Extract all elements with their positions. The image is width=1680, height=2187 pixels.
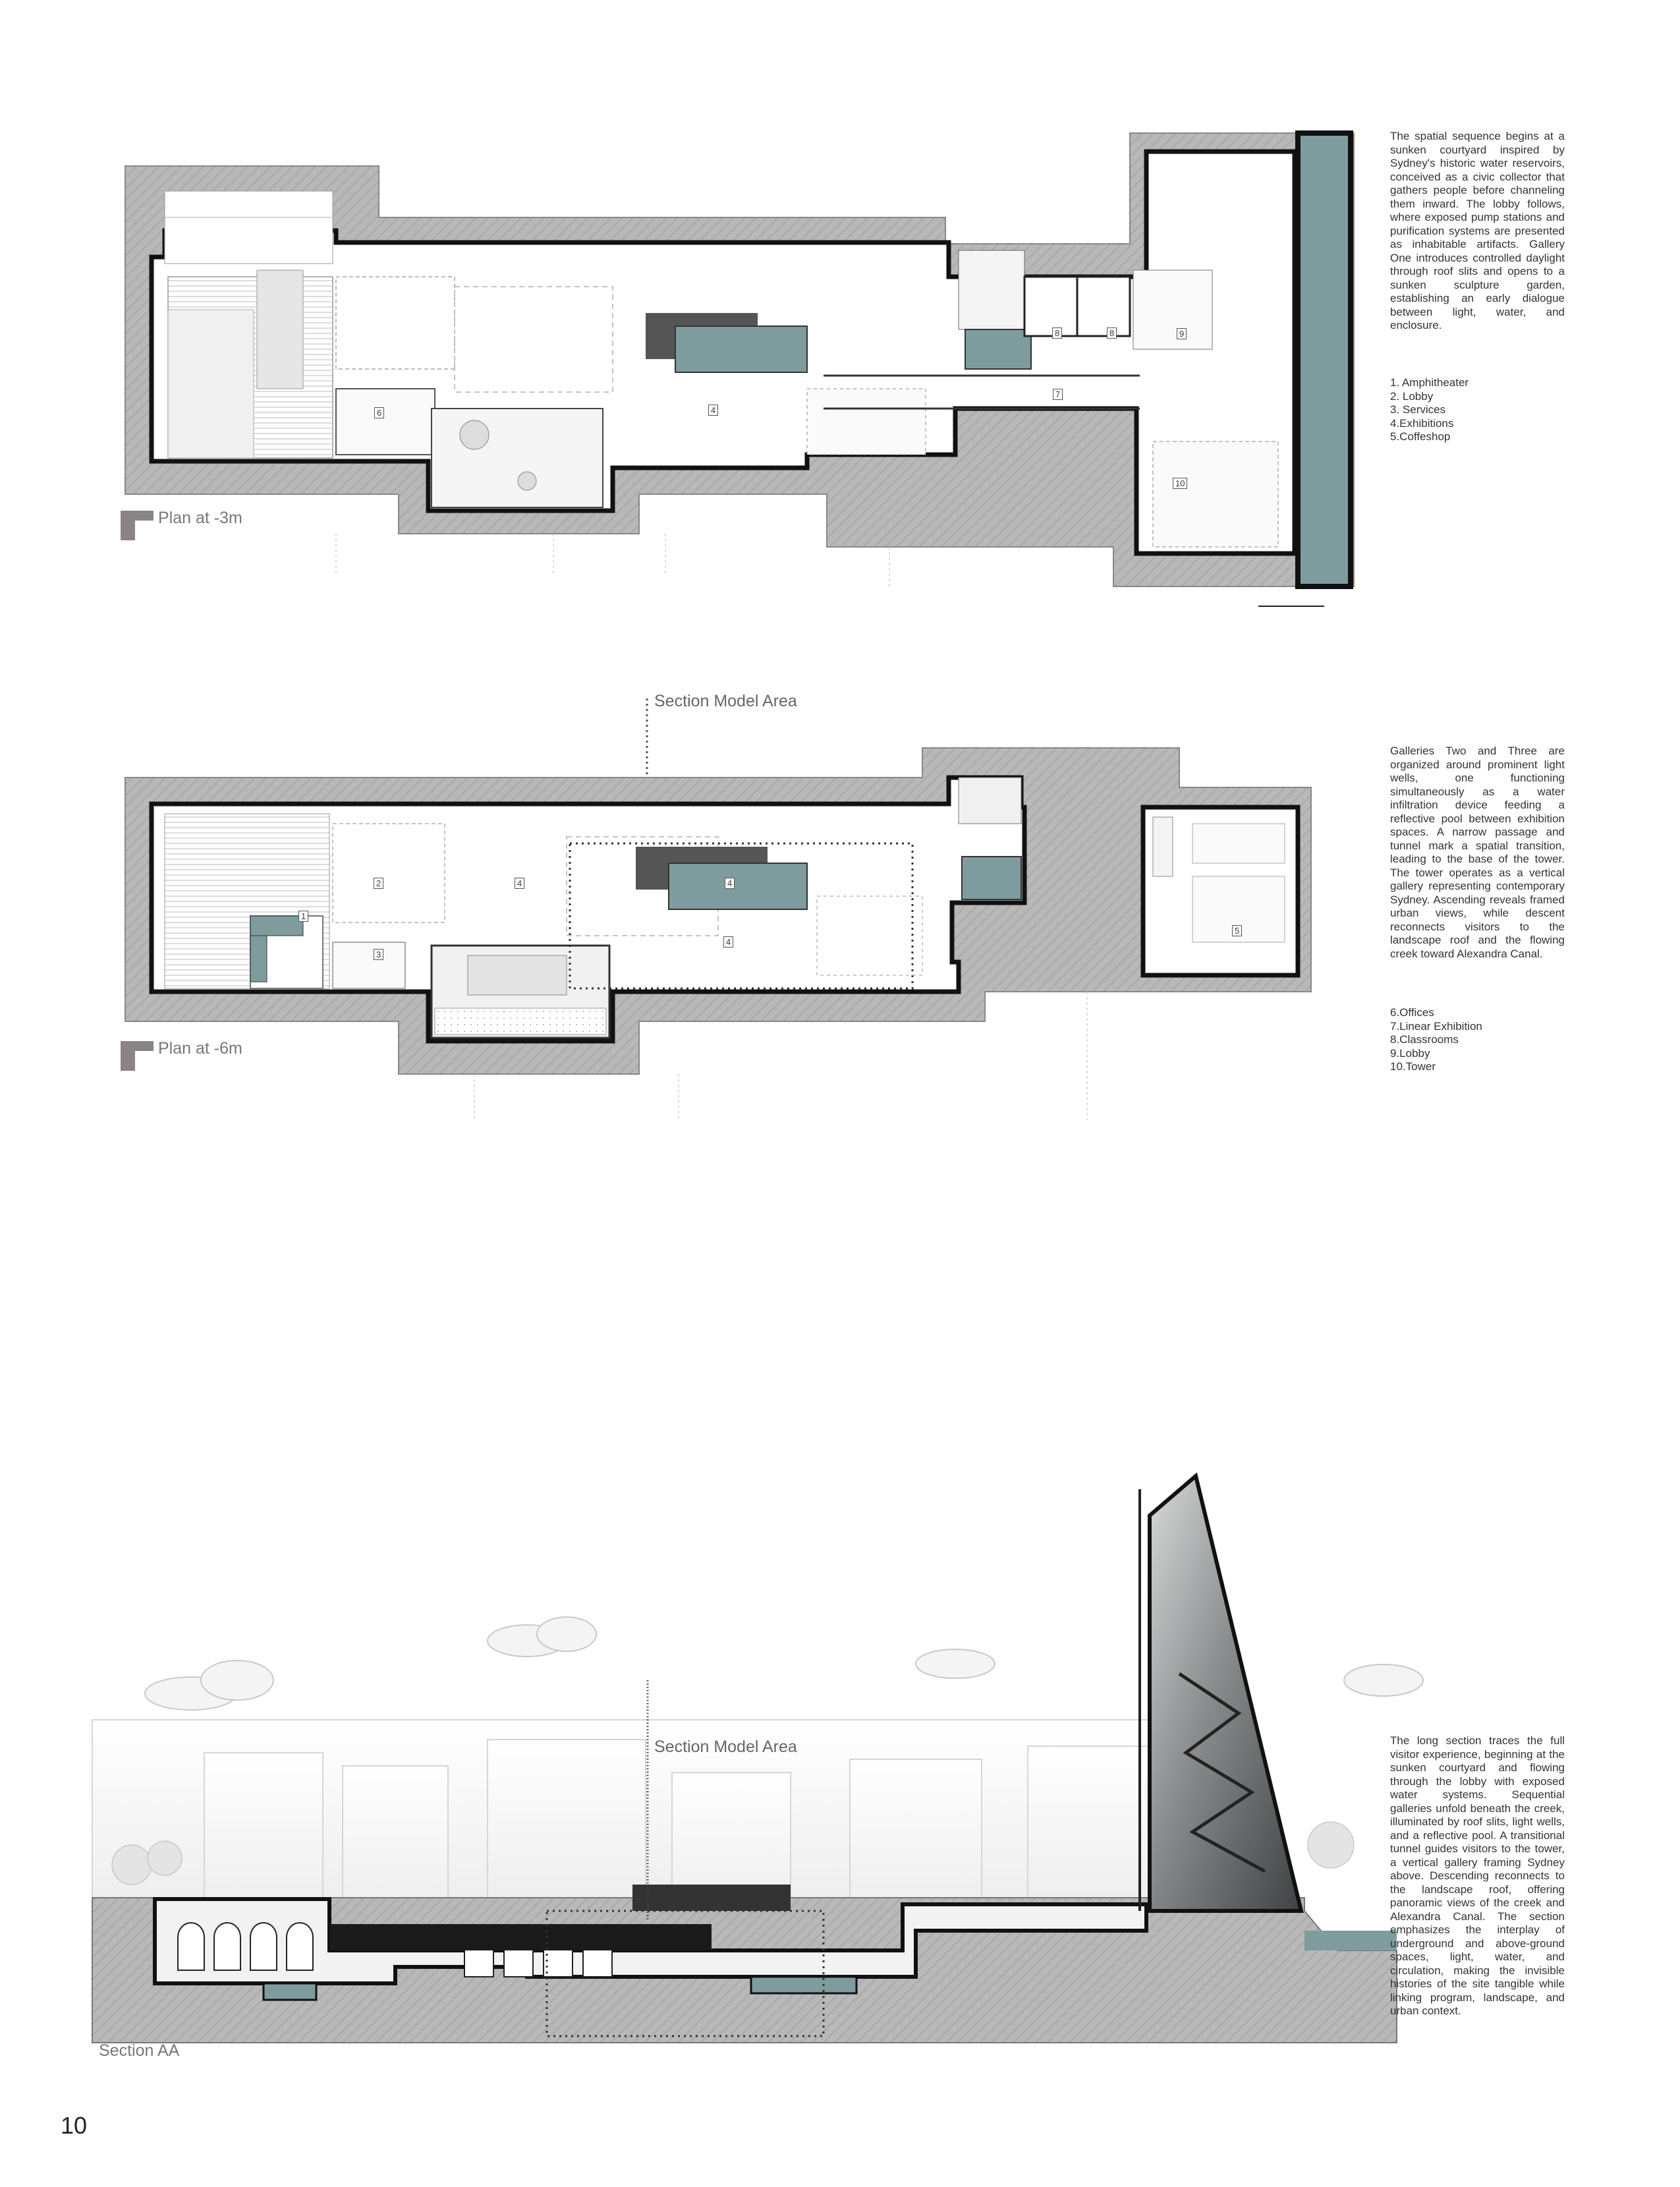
- plan1-label: Plan at -3m: [158, 509, 242, 527]
- plan2-model-area-label: Section Model Area: [654, 692, 797, 710]
- plan1-room-tag: 8: [1052, 327, 1062, 339]
- section-pool: [264, 1983, 316, 2000]
- legend-item: 9.Lobby: [1390, 1046, 1430, 1060]
- plan2-room-tag: 2: [374, 878, 383, 889]
- plan1-canal: [1298, 133, 1351, 586]
- plan2-pool-small: [250, 916, 303, 936]
- legend-item: 1. Amphitheater: [1390, 376, 1469, 389]
- plan2-description: Galleries Two and Three are organized around prominent light wells, one functioning simultaneously as a water infiltration device feeding a reflective pool between exhibition spaces. A narrow passage and tunnel mark a spatial transition, leading to the base of the tower. The tower operates as a vertical gallery representing contemporary Sydney. Ascending reveals framed urban views, while descent reconnects visitors to the landscape roof and the flowing creek toward Alexandra Canal.: [1390, 745, 1565, 960]
- section-label: Section AA: [99, 2041, 180, 2060]
- section-description: The long section traces the full visitor experience, beginning at the sunken courtyard and flowing through the lobby with exposed water systems. Sequential galleries unfold beneath the creek, illuminated by roof slits, light wells, and a reflective pool. A transitional tunnel guides visitors to the tower, a vertical gallery framing Sydney above. Descending reconnects to the landscape roof, offering panoramic views of the creek and Alexandra Canal. The section emphasizes the interplay of underground and above-ground spaces, light, water, and circulation, making the invisible histories of the site tangible while linking program, landscape, and urban context.: [1390, 1734, 1565, 2017]
- plan-minus-6m-drawing: [99, 698, 1337, 1120]
- legend-item: 3. Services: [1390, 403, 1446, 416]
- legend-item: 2. Lobby: [1390, 389, 1434, 403]
- plan1-room-tag: 8: [1107, 327, 1117, 339]
- section-canal: [1304, 1931, 1397, 1950]
- plan1-room-tag: 6: [374, 407, 384, 418]
- plan1-description: The spatial sequence begins at a sunken courtyard inspired by Sydney's historic water reservoirs, conceived as a civic collector that gathers people before channeling them inward. The lobby follows, where exposed pump stations and purification systems are presented as inhabitable artifacts. Gallery One introduces controlled daylight through roof slits and opens to a sunken sculpture garden, establishing an early dialogue between light, water, and enclosure.: [1390, 130, 1565, 331]
- plan2-pool-right: [962, 857, 1021, 899]
- plan1-reflective-pool: [675, 326, 807, 372]
- plan1-room-tag: 4: [708, 405, 718, 416]
- plan2-room-tag: 1: [298, 911, 308, 922]
- plan2-room-tag: 4: [725, 878, 735, 889]
- plan2-room-tag: 4: [723, 936, 733, 948]
- section-model-area-label: Section Model Area: [654, 1738, 797, 1756]
- plan2-room-tag: 4: [515, 878, 524, 889]
- legend-item: 10.Tower: [1390, 1060, 1436, 1073]
- plan1-sunken-courtyard: [432, 409, 603, 507]
- legend-item: 6.Offices: [1390, 1006, 1434, 1019]
- page-number: 10: [61, 2112, 88, 2139]
- section-pool: [751, 1977, 856, 1993]
- section-tower: [1150, 1476, 1301, 1911]
- plan2-room-tag: 5: [1232, 925, 1242, 936]
- plan2-room-tag: 3: [374, 949, 383, 960]
- plan1-room-tag: 9: [1177, 328, 1187, 339]
- legend-item: 4.Exhibitions: [1390, 416, 1454, 430]
- section-aa-drawing: [92, 1476, 1397, 2043]
- legend-item: 5.Coffeshop: [1390, 430, 1451, 443]
- plan-level-icon-notch: [135, 521, 154, 540]
- legend-item: 7.Linear Exhibition: [1390, 1019, 1482, 1033]
- plan2-label: Plan at -6m: [158, 1039, 242, 1058]
- plan2-reflective-pool: [669, 863, 807, 909]
- plan-level-icon-notch: [135, 1051, 154, 1071]
- plan1-legend: [1390, 376, 1469, 444]
- legend-item: 8.Classrooms: [1390, 1033, 1459, 1046]
- plan2-legend: [1390, 1006, 1482, 1074]
- plan-minus-3m-drawing: [99, 125, 1370, 600]
- plan1-room-tag: 7: [1053, 389, 1063, 400]
- plan1-room-tag: 10: [1173, 478, 1187, 489]
